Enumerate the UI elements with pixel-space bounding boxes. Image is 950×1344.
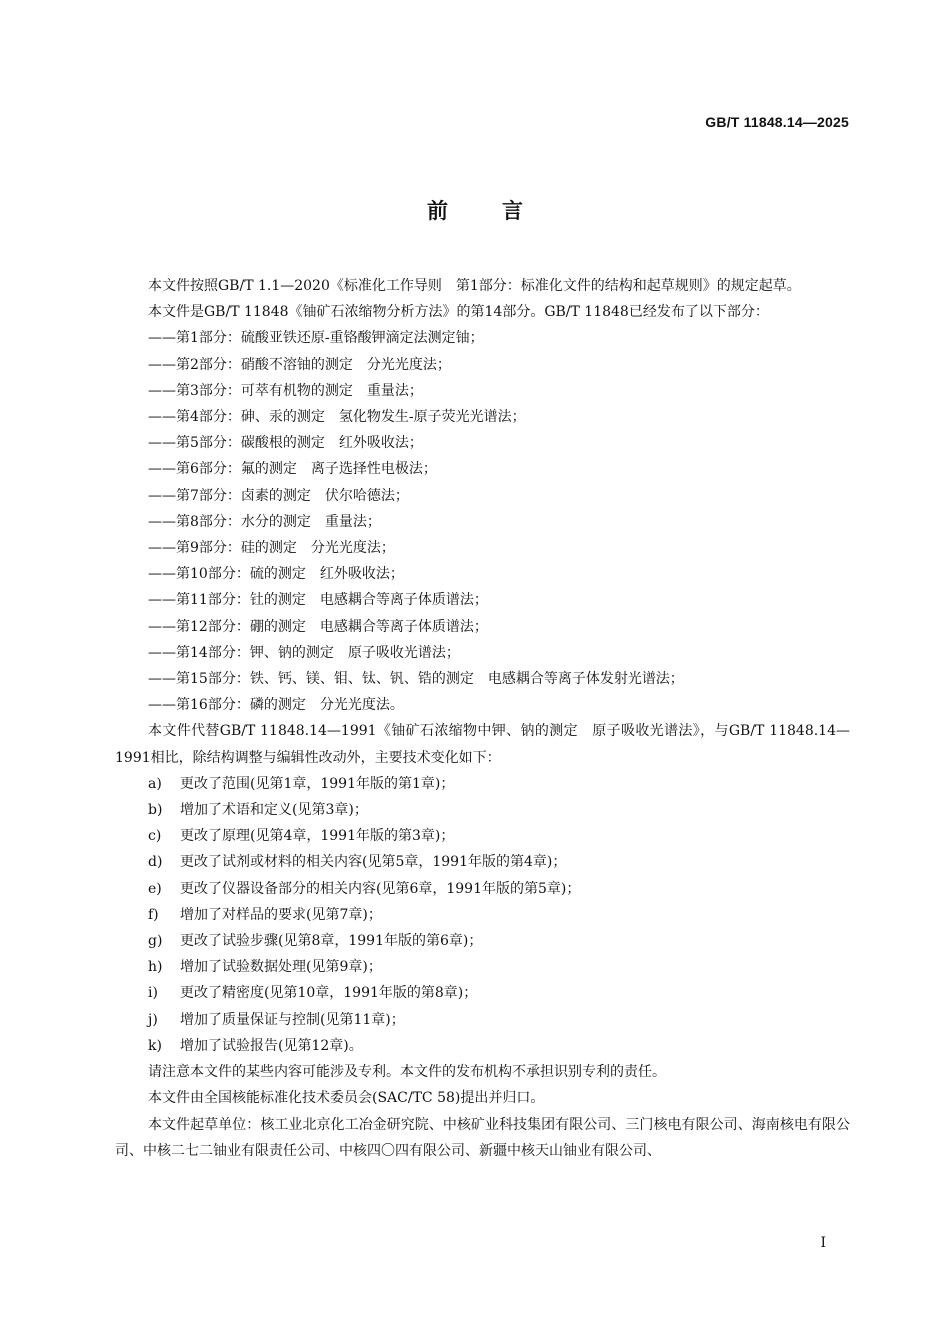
change-text: 增加了术语和定义(见第3章)； xyxy=(180,802,368,819)
change-text: 增加了质量保证与控制(见第11章)； xyxy=(180,1011,405,1028)
change-text: 更改了试剂或材料的相关内容(见第5章，1991年版的第4章)； xyxy=(180,854,567,871)
paragraph-series-intro: 本文件是GB/T 11848《铀矿石浓缩物分析方法》的第14部分。GB/T 11848已经发布了以下部分： xyxy=(148,304,769,321)
change-marker: i) xyxy=(148,985,158,1002)
change-marker: d) xyxy=(148,854,163,871)
list-item: ——第5部分：碳酸根的测定 红外吸收法； xyxy=(148,435,423,452)
change-marker: h) xyxy=(148,959,163,976)
standard-code: GB/T 11848.14—2025 xyxy=(705,114,849,130)
list-item: ——第15部分：铁、钙、镁、钼、钛、钒、锆的测定 电感耦合等离子体发射光谱法； xyxy=(148,671,684,688)
list-item: ——第12部分：硼的测定 电感耦合等离子体质谱法； xyxy=(148,618,488,635)
change-item xyxy=(115,797,850,823)
list-item: ——第3部分：可萃有机物的测定 重量法； xyxy=(148,382,423,399)
list-item: ——第6部分：氟的测定 离子选择性电极法； xyxy=(148,461,437,478)
change-text: 增加了试验数据处理(见第9章)； xyxy=(180,959,382,976)
list-item: ——第1部分：硫酸亚铁还原-重铬酸钾滴定法测定铀； xyxy=(148,330,484,347)
foreword-body xyxy=(115,273,850,1164)
change-marker: k) xyxy=(148,1037,162,1054)
change-marker: j) xyxy=(148,1011,158,1028)
change-text: 增加了试验报告(见第12章)。 xyxy=(180,1037,363,1054)
list-item: ——第9部分：硅的测定 分光光度法； xyxy=(148,540,395,557)
change-marker: f) xyxy=(148,906,159,923)
change-item xyxy=(115,1033,850,1059)
list-item: ——第11部分：钍的测定 电感耦合等离子体质谱法； xyxy=(148,592,488,609)
change-text: 更改了范围(见第1章，1991年版的第1章)； xyxy=(180,775,455,792)
page-number: I xyxy=(820,1235,826,1251)
list-item: ——第4部分：砷、汞的测定 氢化物发生-原子荧光光谱法； xyxy=(148,409,526,426)
change-text: 更改了试验步骤(见第8章，1991年版的第6章)； xyxy=(180,933,483,950)
change-text: 更改了仪器设备部分的相关内容(见第6章，1991年版的第5章)； xyxy=(180,880,581,897)
change-marker: g) xyxy=(148,933,163,950)
change-text: 更改了原理(见第4章，1991年版的第3章)； xyxy=(180,828,455,845)
change-item xyxy=(115,928,850,954)
paragraph-proposer: 本文件由全国核能标准化技术委员会(SAC/TC 58)提出并归口。 xyxy=(148,1090,545,1107)
paragraph-replacement: 本文件代替GB/T 11848.14—1991《铀矿石浓缩物中钾、钠的测定 原子吸收光谱法》，与GB/T 11848.14—1991相比，除结构调整与编辑性改动外，主要技术变化如下： xyxy=(115,723,850,766)
change-item xyxy=(115,849,850,875)
change-text: 增加了对样品的要求(见第7章)； xyxy=(180,906,382,923)
changes-list xyxy=(115,771,850,1059)
list-item: ——第8部分：水分的测定 重量法； xyxy=(148,513,381,530)
change-marker: b) xyxy=(148,802,163,819)
change-item xyxy=(115,902,850,928)
parts-list xyxy=(115,325,850,718)
change-marker: c) xyxy=(148,828,162,845)
change-item xyxy=(115,954,850,980)
paragraph-drafting-units: 本文件起草单位：核工业北京化工冶金研究院、中核矿业科技集团有限公司、三门核电有限公司、海南核电有限公司、中核二七二铀业有限责任公司、中核四〇四有限公司、新疆中核天山铀业有限公司、 xyxy=(115,1116,850,1159)
list-item: ——第10部分：硫的测定 红外吸收法； xyxy=(148,566,404,583)
paragraph-patent-notice: 请注意本文件的某些内容可能涉及专利。本文件的发布机构不承担识别专利的责任。 xyxy=(148,1064,666,1081)
change-marker: a) xyxy=(148,775,162,792)
change-item xyxy=(115,823,850,849)
change-text: 更改了精密度(见第10章，1991年版的第8章)； xyxy=(180,985,478,1002)
change-marker: e) xyxy=(148,880,162,897)
change-item xyxy=(115,876,850,902)
paragraph-drafting-rules: 本文件按照GB/T 1.1—2020《标准化工作导则 第1部分：标准化文件的结构和起草规则》的规定起草。 xyxy=(148,278,801,294)
page-title: 前言 xyxy=(427,199,577,223)
change-item xyxy=(115,771,850,797)
change-item xyxy=(115,1007,850,1033)
list-item: ——第7部分：卤素的测定 伏尔哈德法； xyxy=(148,487,409,504)
list-item: ——第2部分：硝酸不溶铀的测定 分光光度法； xyxy=(148,356,451,373)
list-item: ——第16部分：磷的测定 分光光度法。 xyxy=(148,697,404,714)
change-item xyxy=(115,980,850,1006)
list-item: ——第14部分：钾、钠的测定 原子吸收光谱法； xyxy=(148,644,460,661)
